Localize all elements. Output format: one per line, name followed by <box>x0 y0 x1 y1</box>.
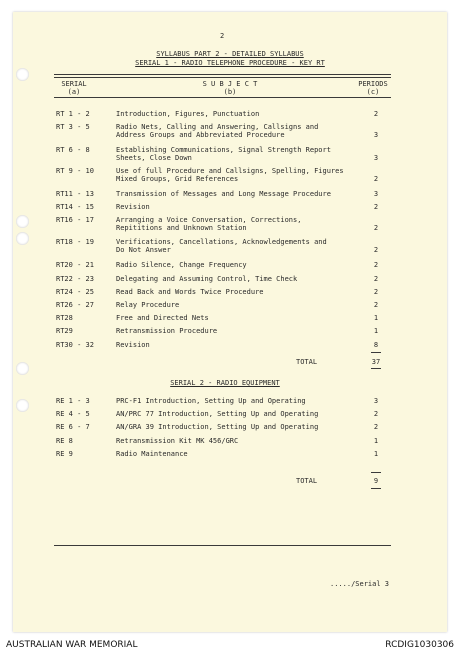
subject-cell: PRC-F1 Introduction, Setting Up and Operating <box>116 397 306 405</box>
periods-cell: 8 <box>373 341 379 349</box>
sum-line <box>371 368 381 369</box>
subject-cell: Introduction, Figures, Punctuation <box>116 110 260 118</box>
periods-cell: 3 <box>373 190 379 198</box>
table-top-rule <box>54 74 391 75</box>
subject-cell: Transmission of Messages and Long Message Procedure <box>116 190 331 198</box>
punch-hole <box>16 362 29 375</box>
subject-cell: Radio Silence, Change Frequency <box>116 261 247 269</box>
subject-cell: Free and Directed Nets <box>116 314 209 322</box>
subject-cell: Sheets, Close Down <box>116 154 192 162</box>
serial-cell: RE 1 - 3 <box>56 397 90 405</box>
serial-1-heading: SERIAL 1 - RADIO TELEPHONE PROCEDURE - KEY RT <box>135 59 325 67</box>
table-top-rule <box>54 77 391 78</box>
periods-cell: 2 <box>373 275 379 283</box>
periods-cell: 1 <box>373 327 379 335</box>
periods-cell: 1 <box>373 314 379 322</box>
subject-cell: Revision <box>116 203 150 211</box>
periods-cell: 2 <box>373 288 379 296</box>
subject-cell: Address Groups and Abbreviated Procedure <box>116 131 285 139</box>
serial-cell: RE 6 - 7 <box>56 423 90 431</box>
subject-cell: Radio Nets, Calling and Answering, Callsigns and <box>116 123 319 131</box>
periods-cell: 2 <box>373 203 379 211</box>
sum-line <box>371 472 381 473</box>
periods-cell: 2 <box>373 301 379 309</box>
page-number: 2 <box>220 32 225 40</box>
section-2-total: 9 <box>373 477 379 485</box>
column-header-periods-sub: (c) <box>366 88 380 96</box>
sum-line <box>371 488 381 489</box>
serial-cell: RT30 - 32 <box>56 341 94 349</box>
serial-cell: RE 8 <box>56 437 73 445</box>
section-2-total-label: TOTAL <box>296 477 318 485</box>
subject-cell: Establishing Communications, Signal Strength Report <box>116 146 331 154</box>
subject-cell: Verifications, Cancellations, Acknowledgements and <box>116 238 327 246</box>
subject-cell: Mixed Groups, Grid References <box>116 175 239 183</box>
subject-cell: Radio Maintenance <box>116 450 188 458</box>
punch-hole <box>16 215 29 228</box>
periods-cell: 3 <box>373 397 379 405</box>
serial-cell: RT16 - 17 <box>56 216 94 224</box>
punch-hole <box>16 399 29 412</box>
table-header-rule <box>54 97 391 98</box>
periods-cell: 1 <box>373 437 379 445</box>
periods-cell: 2 <box>373 410 379 418</box>
section-1-total-label: TOTAL <box>296 358 318 366</box>
section-1-total: 37 <box>371 358 381 366</box>
column-header-serial-sub: (a) <box>67 88 81 96</box>
subject-cell: Read Back and Words Twice Procedure <box>116 288 264 296</box>
periods-cell: 2 <box>373 261 379 269</box>
table-bottom-rule <box>54 545 391 546</box>
continuation-note: ...../Serial 3 <box>330 580 390 588</box>
periods-cell: 2 <box>373 175 379 183</box>
periods-cell: 2 <box>373 224 379 232</box>
punch-hole <box>16 68 29 81</box>
column-header-periods: PERIODS <box>358 80 388 88</box>
periods-cell: 3 <box>373 154 379 162</box>
periods-cell: 1 <box>373 450 379 458</box>
column-header-subject: S U B J E C T <box>202 80 258 88</box>
periods-cell: 2 <box>373 423 379 431</box>
serial-cell: RE 4 - 5 <box>56 410 90 418</box>
periods-cell: 3 <box>373 131 379 139</box>
serial-cell: RT24 - 25 <box>56 288 94 296</box>
serial-cell: RT 3 - 5 <box>56 123 90 131</box>
periods-cell: 2 <box>373 110 379 118</box>
serial-cell: RT14 - 15 <box>56 203 94 211</box>
serial-2-heading: SERIAL 2 - RADIO EQUIPMENT <box>170 379 280 387</box>
subject-cell: Revision <box>116 341 150 349</box>
serial-cell: RT 1 - 2 <box>56 110 90 118</box>
subject-cell: Relay Procedure <box>116 301 180 309</box>
subject-cell: Repititions and Unknown Station <box>116 224 247 232</box>
column-header-subject-sub: (b) <box>223 88 237 96</box>
subject-cell: Arranging a Voice Conversation, Corrections, <box>116 216 302 224</box>
serial-cell: RT18 - 19 <box>56 238 94 246</box>
footer-source: AUSTRALIAN WAR MEMORIAL <box>6 640 138 650</box>
serial-cell: RE 9 <box>56 450 73 458</box>
serial-cell: RT 9 - 10 <box>56 167 94 175</box>
subject-cell: Do Not Answer <box>116 246 171 254</box>
serial-cell: RT29 <box>56 327 73 335</box>
serial-cell: RT20 - 21 <box>56 261 94 269</box>
serial-cell: RT11 - 13 <box>56 190 94 198</box>
syllabus-heading: SYLLABUS PART 2 - DETAILED SYLLABUS <box>156 50 304 58</box>
subject-cell: AN/PRC 77 Introduction, Setting Up and Operating <box>116 410 319 418</box>
serial-cell: RT 6 - 8 <box>56 146 90 154</box>
document-page <box>13 12 447 632</box>
periods-cell: 2 <box>373 246 379 254</box>
column-header-serial: SERIAL <box>61 80 87 88</box>
serial-cell: RT26 - 27 <box>56 301 94 309</box>
serial-cell: RT28 <box>56 314 73 322</box>
sum-line <box>371 352 381 353</box>
footer-reference: RCDIG1030306 <box>385 640 454 650</box>
subject-cell: Retransmission Procedure <box>116 327 218 335</box>
serial-cell: RT22 - 23 <box>56 275 94 283</box>
subject-cell: Use of full Procedure and Callsigns, Spelling, Figures <box>116 167 344 175</box>
subject-cell: Retransmission Kit MK 456/GRC <box>116 437 239 445</box>
subject-cell: AN/GRA 39 Introduction, Setting Up and Operating <box>116 423 319 431</box>
subject-cell: Delegating and Assuming Control, Time Check <box>116 275 298 283</box>
punch-hole <box>16 232 29 245</box>
